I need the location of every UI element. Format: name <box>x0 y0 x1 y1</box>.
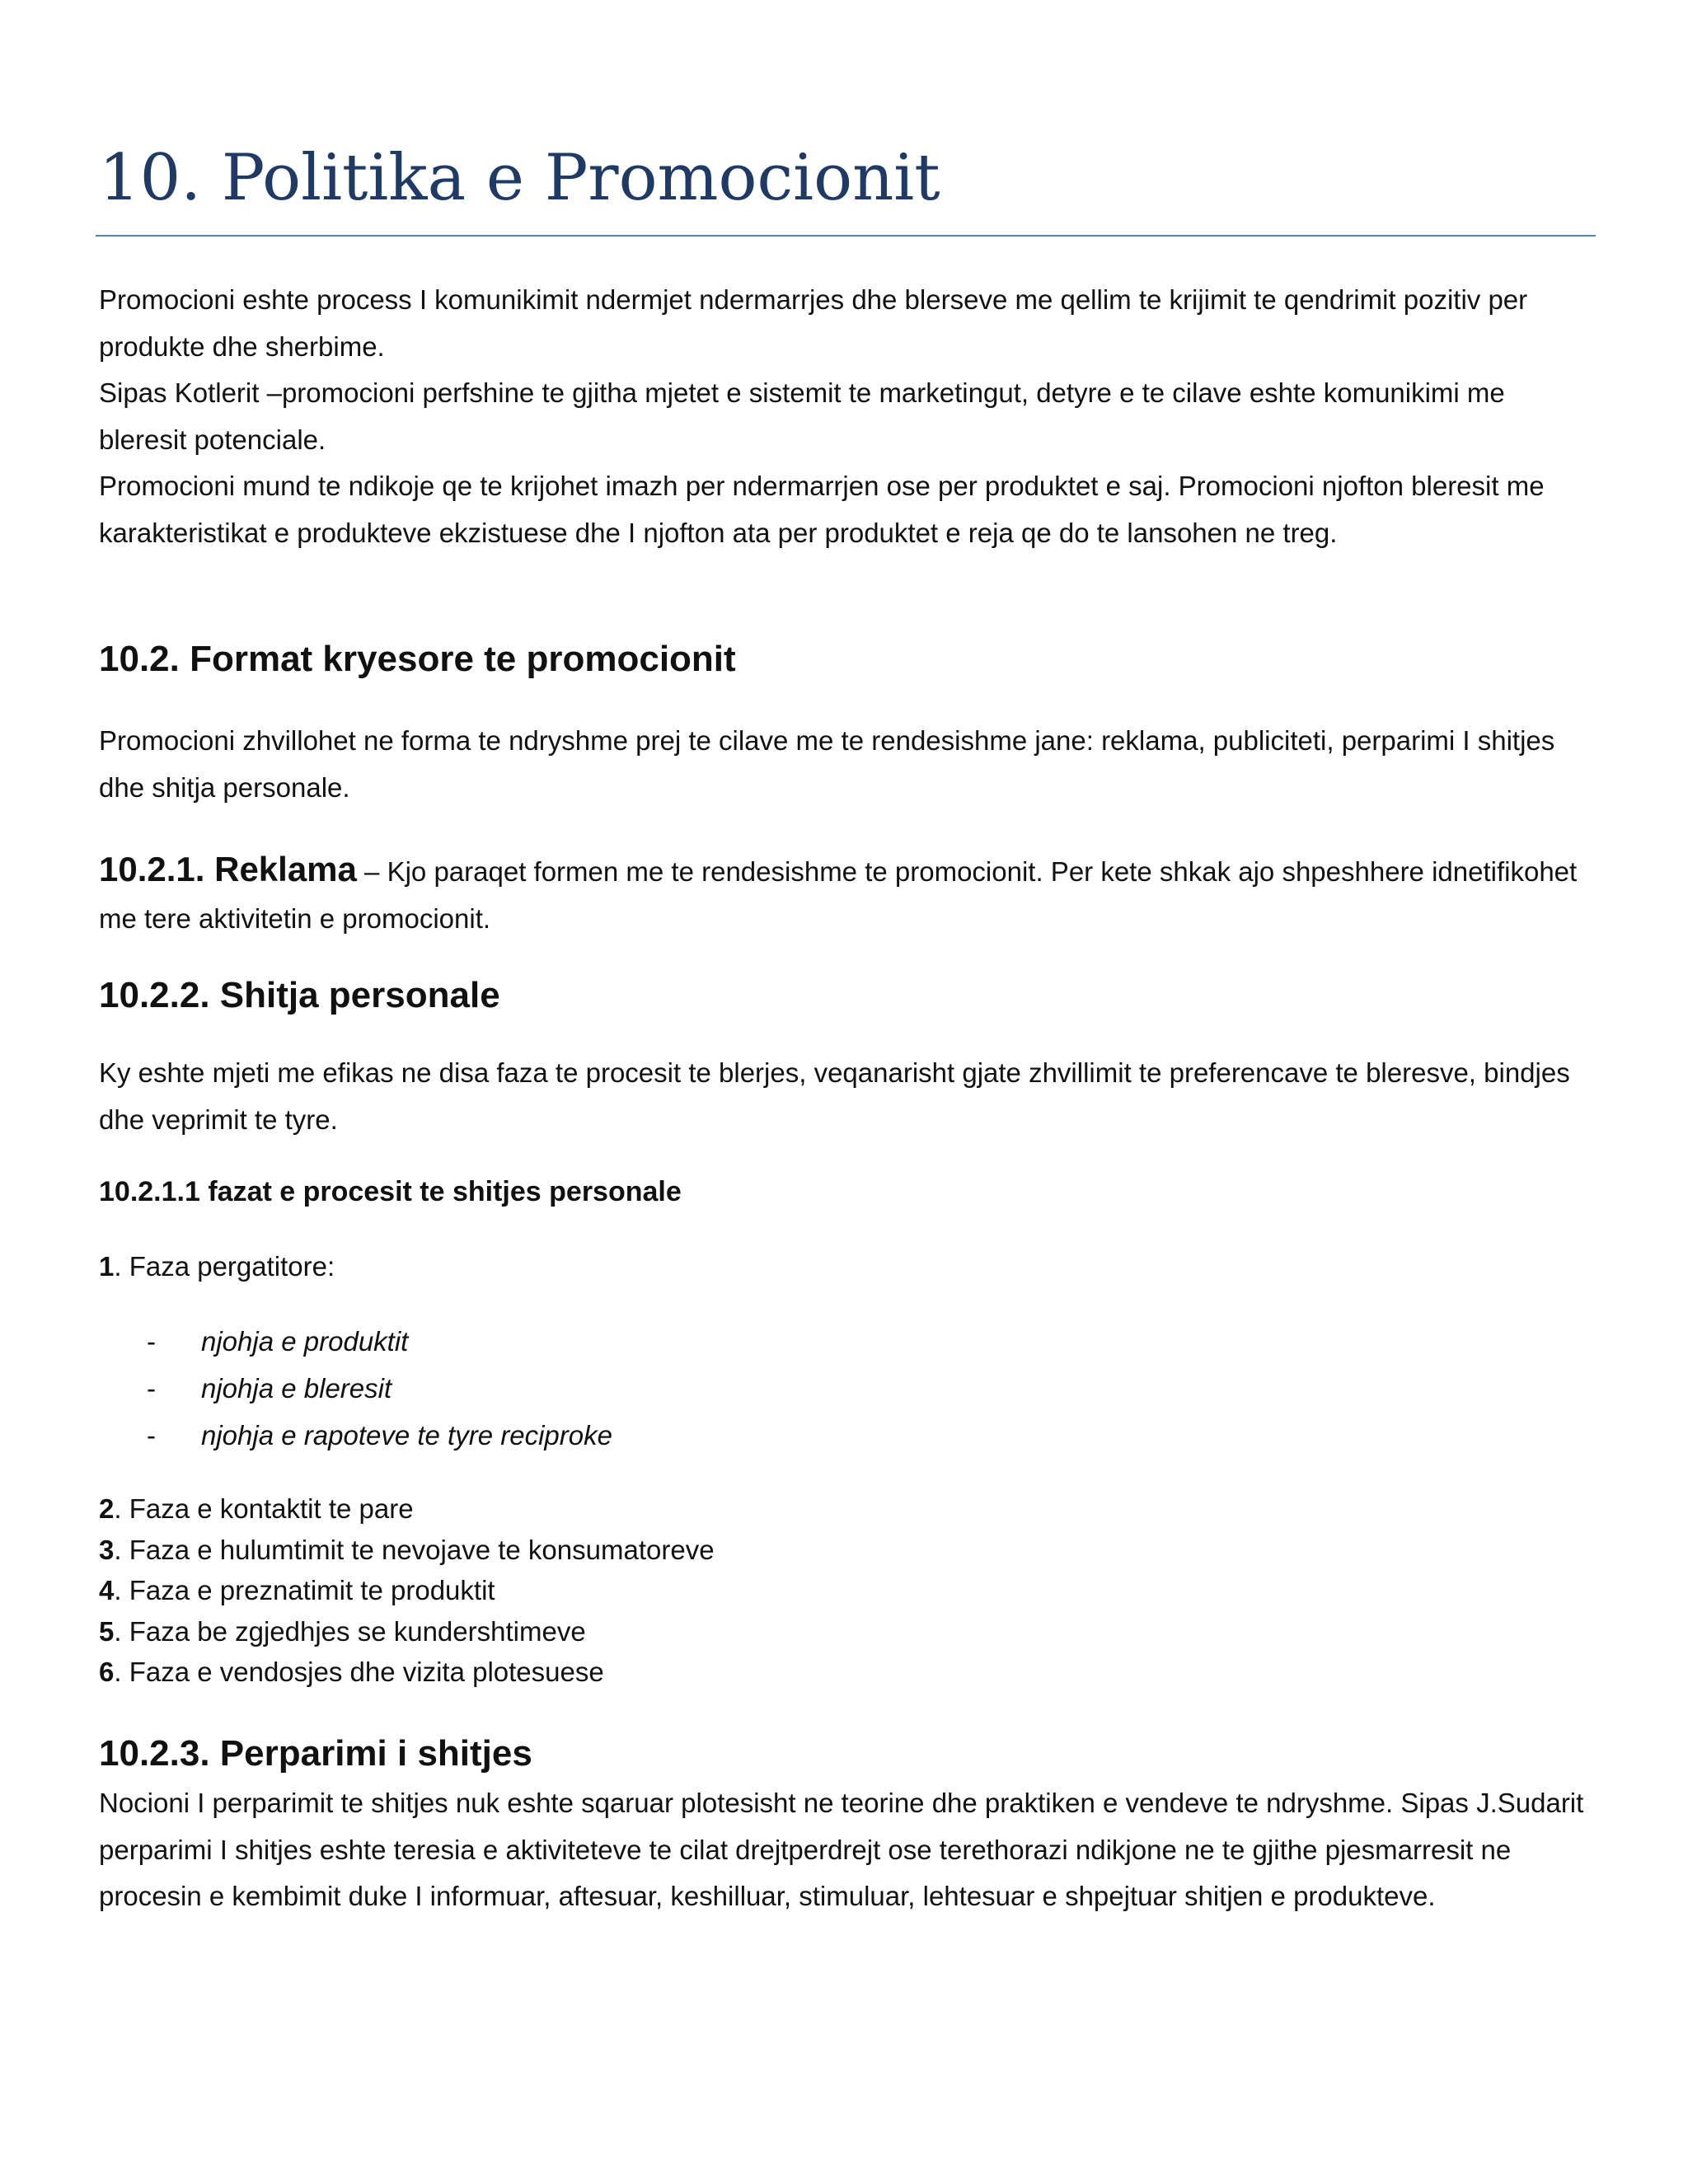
reklama-paragraph <box>99 846 1599 942</box>
list-item <box>99 1318 612 1365</box>
image-paragraph: Promocioni mund te ndikoje qe te krijohet imazh per ndermarrjen ose per produktet e saj. Promocioni njofton bleresit me karakteristikat e produkteve ekzistuese dhe I njofton ata per produktet e reja qe do te lansohen ne treg. <box>99 471 1545 548</box>
kotler-paragraph: Sipas Kotlerit –promocioni perfshine te gjitha mjetet e sistemit te marketingut, detyre e te cilave eshte komunikimi me bleresit potenciale. <box>99 377 1505 455</box>
phases-heading: 10.2.1.1 fazat e procesit te shitjes personale <box>99 1176 682 1207</box>
list-item <box>99 1652 715 1693</box>
phase-label: . Faza e preznatimit te produktit <box>114 1575 495 1605</box>
list-item <box>99 1412 612 1459</box>
phase-label: . Faza e kontaktit te pare <box>114 1493 414 1524</box>
list-item <box>99 1365 612 1412</box>
phase-number: 4 <box>99 1575 115 1605</box>
bullet-dash: - <box>147 1420 156 1451</box>
list-item <box>99 1570 715 1611</box>
sales-promotion-heading: 10.2.3. Perparimi i shitjes <box>99 1733 532 1774</box>
reklama-text: – Kjo paraqet formen me te rendesishme te promocionit. Per kete shkak ajo shpeshhere idnetifikohet me tere aktivitetin e promocionit. <box>99 856 1578 934</box>
list-item <box>99 1488 715 1530</box>
forms-heading: 10.2. Format kryesore te promocionit <box>99 639 736 679</box>
phase-label: . Faza e vendosjes dhe vizita plotesuese <box>114 1657 604 1687</box>
personal-selling-heading: 10.2.2. Shitja personale <box>99 975 500 1015</box>
page-title: 10. Politika e Promocionit <box>99 141 940 215</box>
title-divider <box>96 235 1596 237</box>
phase-label: . Faza pergatitore: <box>114 1251 335 1282</box>
bullet-text: njohja e bleresit <box>201 1373 392 1404</box>
phase-number: 1 <box>99 1251 115 1282</box>
phase-label: . Faza e hulumtimit te nevojave te konsumatoreve <box>114 1534 715 1565</box>
phase-number: 2 <box>99 1493 115 1524</box>
sales-promotion-paragraph: Nocioni I perparimit te shitjes nuk eshte sqaruar plotesisht ne teorine dhe praktiken e vendeve te ndryshme. Sipas J.Sudarit perparimi I shitjes eshte teresia e aktiviteteve te cilat drejtperdrejt ose terethorazi ndikjone ne te gjithe pjesmarresit ne procesin e kembimit duke I informuar, aftesuar, keshilluar, stimuluar, lehtesuar e shpejtuar shitjen e produkteve. <box>99 1788 1584 1911</box>
intro-paragraph: Promocioni eshte process I komunikimit ndermjet ndermarrjes dhe blerseve me qellim te krijimit te qendrimit pozitiv per produkte dhe sherbime. <box>99 284 1528 362</box>
personal-selling-paragraph: Ky eshte mjeti me efikas ne disa faza te procesit te blerjes, veqanarisht gjate zhvillimit te preferencave te bleresve, bindjes dhe veprimit te tyre. <box>99 1057 1570 1135</box>
reklama-heading: 10.2.1. Reklama <box>99 850 357 888</box>
list-item <box>99 1530 715 1571</box>
bullet-dash: - <box>147 1326 156 1357</box>
bullet-dash: - <box>147 1373 156 1404</box>
phase-label: . Faza be zgjedhjes se kundershtimeve <box>114 1615 586 1647</box>
phase-steps-list <box>99 1488 715 1693</box>
phase-number: 5 <box>99 1615 115 1647</box>
phase-number: 3 <box>99 1534 115 1565</box>
forms-paragraph: Promocioni zhvillohet ne forma te ndryshme prej te cilave me te rendesishme jane: reklama, publiciteti, perparimi I shitjes dhe shitja personale. <box>99 725 1555 803</box>
list-item <box>99 1611 715 1652</box>
bullet-text: njohja e rapoteve te tyre reciproke <box>201 1420 612 1451</box>
preparation-bullet-list <box>99 1318 612 1459</box>
phase-1 <box>99 1244 1599 1291</box>
phase-number: 6 <box>99 1657 115 1687</box>
bullet-text: njohja e produktit <box>201 1326 409 1357</box>
